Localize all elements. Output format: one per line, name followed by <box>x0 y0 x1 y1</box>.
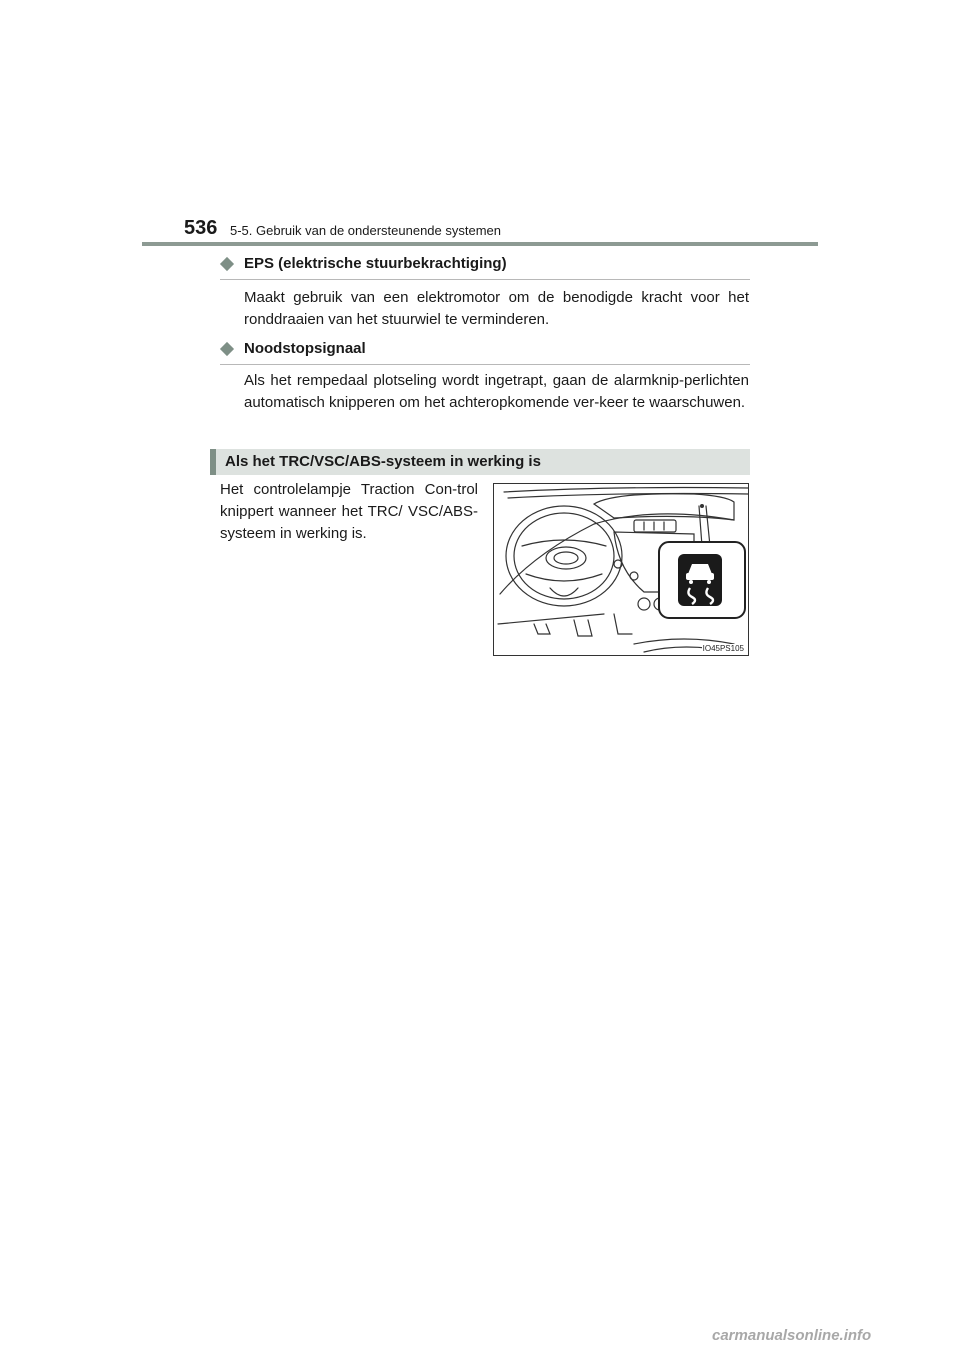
eps-heading <box>220 255 750 280</box>
trc-section-title: Als het TRC/VSC/ABS-systeem in werking is <box>225 453 541 470</box>
emergency-stop-body: Als het rempedaal plotseling wordt ingetrapt, gaan de alarmknip-perlichten automatisch knipperen om het achteropkomende ver-keer te waarschuwen. <box>244 372 749 411</box>
trc-section-heading <box>210 449 750 475</box>
dashboard-illustration <box>493 483 749 656</box>
eps-heading-label: EPS (elektrische stuurbekrachtiging) <box>244 255 507 272</box>
running-head: 5-5. Gebruik van de ondersteunende systemen <box>230 223 502 238</box>
diamond-bullet-icon <box>220 257 234 271</box>
trc-body: Het controlelampje Traction Con-trol knippert wanneer het TRC/ VSC/ABS-systeem in werking is. <box>220 481 478 542</box>
page-number: 536 <box>184 217 218 239</box>
section-accent <box>210 449 216 475</box>
diamond-bullet-icon <box>220 342 234 356</box>
header-rule <box>142 242 818 246</box>
watermark: carmanualsonline.info <box>712 1327 872 1344</box>
emergency-stop-heading-label: Noodstopsignaal <box>244 340 366 357</box>
dashboard-drawing <box>494 484 749 656</box>
eps-body: Maakt gebruik van een elektromotor om de benodigde kracht voor het ronddraaien van het stuurwiel te verminderen. <box>244 289 749 328</box>
emergency-stop-heading <box>220 340 750 365</box>
skid-indicator-icon <box>678 554 722 606</box>
figure-code: IO45PS105 <box>702 644 744 653</box>
